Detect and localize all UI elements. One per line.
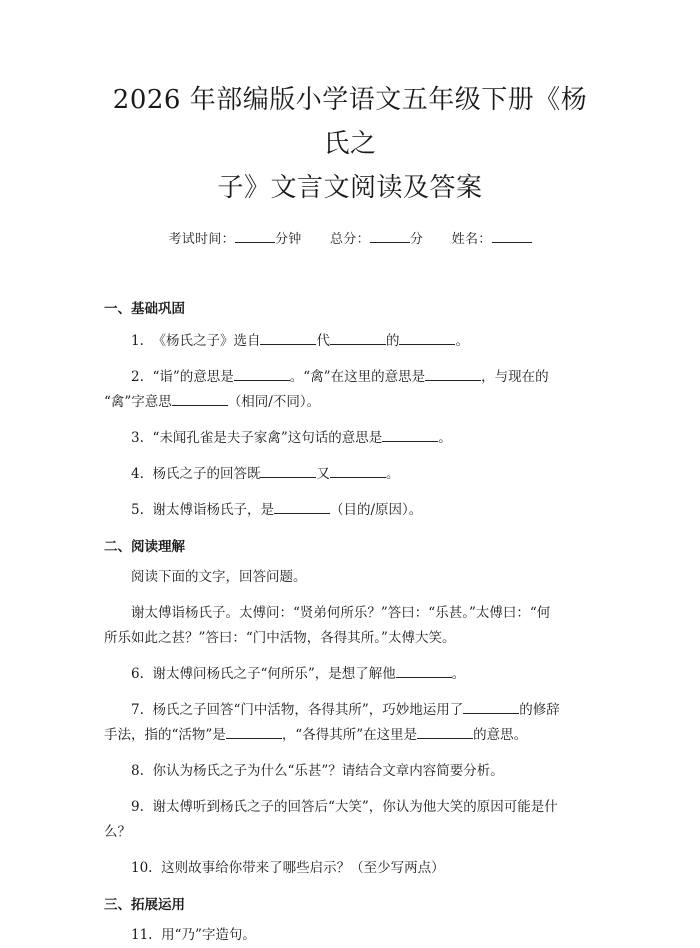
answer-blank[interactable] [463, 699, 519, 714]
answer-blank[interactable] [417, 724, 473, 739]
name-blank[interactable] [492, 228, 532, 243]
title-line-1: 2026 年部编版小学语文五年级下册《杨氏之 [112, 85, 588, 159]
question-9-cont: 么？ [104, 824, 131, 840]
question-5: 5. 谢太傅诣杨氏子，是 （目的/原因）。 [104, 498, 596, 523]
section-heading-reading: 二、阅读理解 [104, 539, 185, 555]
question-9: 9. 谢太傅听到杨氏之子的回答后“大笑”，你认为他大笑的原因可能是什 [131, 799, 558, 815]
question-2: 2. “诣”的意思是 。“禽”在这里的意思是 ，与现在的 [104, 365, 596, 390]
question-7: 7. 杨氏之子回答“门中活物，各得其所”，巧妙地运用了 的修辞 [104, 698, 596, 723]
passage-line-2: 所乐如此之甚？”答曰：“门中活物，各得其所。”太傅大笑。 [104, 630, 456, 646]
question-8: 8. 你认为杨氏之子为什么“乐甚”？请结合文章内容简要分析。 [131, 763, 504, 779]
question-11: 11. 用“乃”字造句。 [131, 927, 256, 943]
reading-intro: 阅读下面的文字，回答问题。 [131, 569, 307, 585]
time-blank[interactable] [235, 228, 275, 243]
time-field: 考试时间： 分钟 [168, 232, 301, 247]
answer-blank[interactable] [260, 463, 316, 478]
question-4: 4. 杨氏之子的回答既 又 。 [104, 462, 596, 487]
section-heading-extension: 三、拓展运用 [104, 897, 185, 913]
question-2-cont: “禽”字意思 （相同/不同）。 [104, 390, 596, 415]
passage-line-1: 谢太傅诣杨氏子。太傅问：“贤弟何所乐？”答曰：“乐甚。”太傅曰：“何 [131, 605, 551, 621]
answer-blank[interactable] [425, 366, 481, 381]
answer-blank[interactable] [330, 463, 386, 478]
answer-blank[interactable] [330, 330, 386, 345]
answer-blank[interactable] [399, 330, 455, 345]
score-field: 总分： 分 [330, 232, 423, 247]
question-1: 1. 《杨氏之子》选自 代 的 。 [104, 329, 596, 354]
answer-blank[interactable] [226, 724, 282, 739]
question-7-cont: 手法，指的“活物”是 ，“各得其所”在这里是 的意思。 [104, 723, 596, 748]
answer-blank[interactable] [172, 391, 228, 406]
question-6: 6. 谢太傅问杨氏之子“何所乐”，是想了解他 。 [104, 662, 596, 687]
name-field: 姓名： [452, 232, 532, 247]
score-blank[interactable] [370, 228, 410, 243]
question-3: 3. “未闻孔雀是夫子家禽”这句话的意思是 。 [104, 426, 596, 451]
answer-blank[interactable] [260, 330, 316, 345]
question-10: 10. 这则故事给你带来了哪些启示？（至少写两点） [131, 860, 445, 876]
title-line-2: 子》文言文阅读及答案 [217, 173, 483, 203]
section-heading-basics: 一、基础巩固 [104, 301, 185, 317]
exam-meta [104, 228, 596, 247]
answer-blank[interactable] [396, 663, 452, 678]
page-title [104, 78, 596, 210]
answer-blank[interactable] [382, 427, 438, 442]
answer-blank[interactable] [274, 499, 330, 514]
answer-blank[interactable] [234, 366, 290, 381]
